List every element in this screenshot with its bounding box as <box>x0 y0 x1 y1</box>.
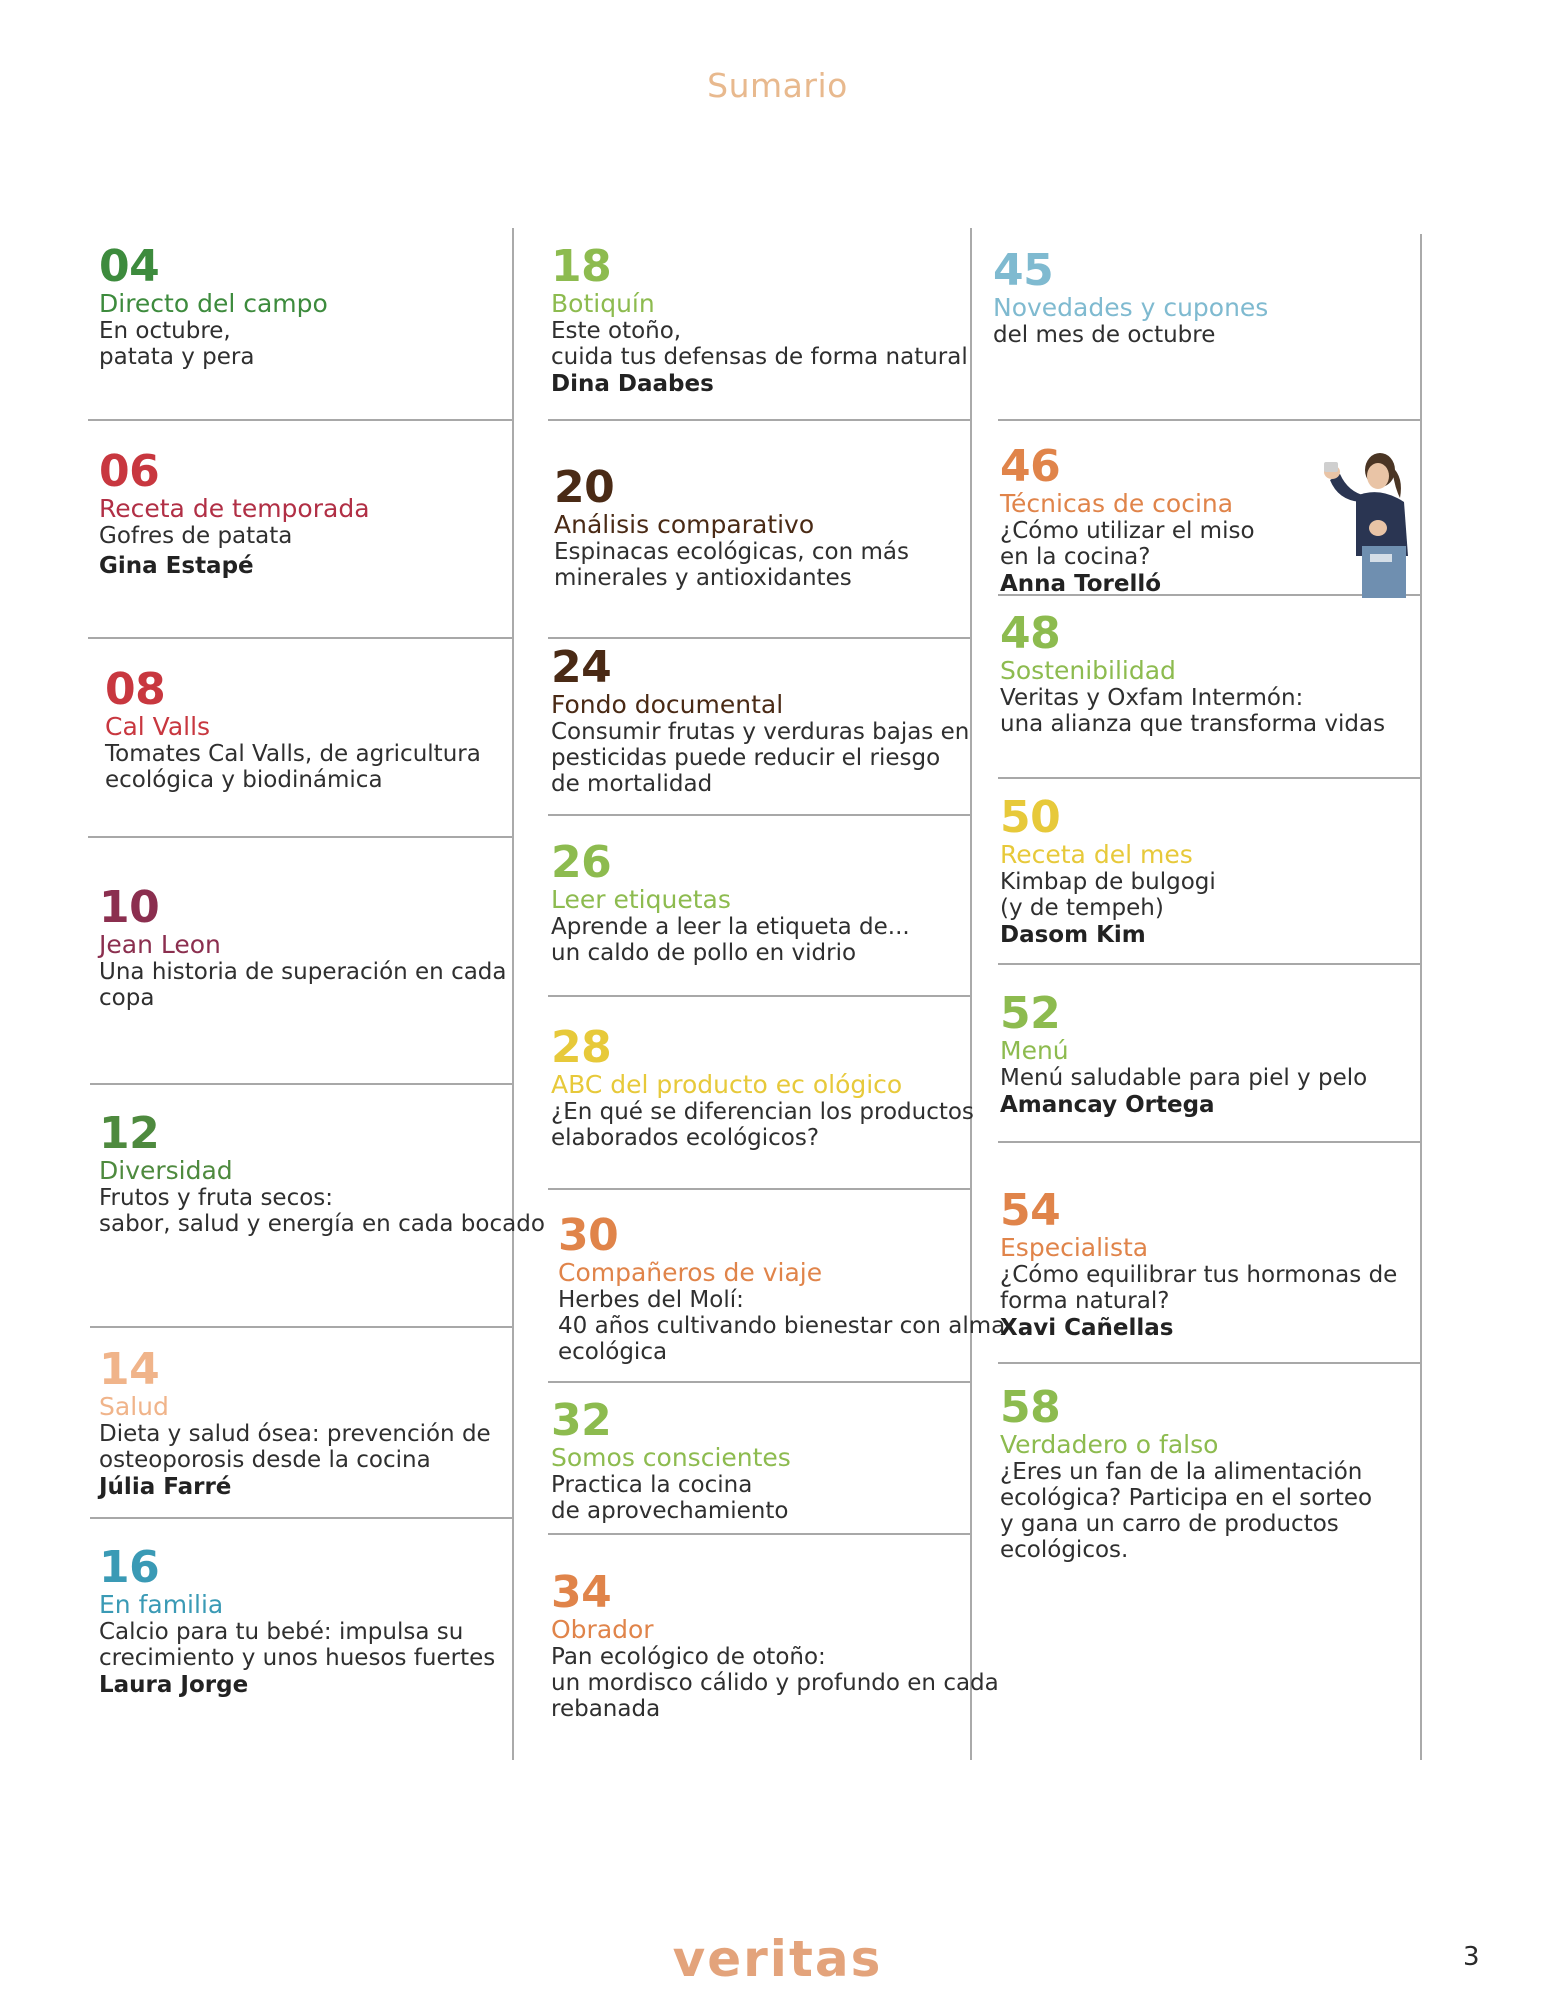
toc-entry[interactable] <box>551 1022 974 1151</box>
toc-entry[interactable] <box>1000 988 1368 1119</box>
row-divider <box>998 777 1420 779</box>
toc-entry[interactable] <box>99 1108 545 1237</box>
section-title: Fondo documental <box>551 690 784 719</box>
toc-entry[interactable] <box>99 241 328 370</box>
row-divider <box>548 419 970 421</box>
article-description: Este otoño, cuida tus defensas de forma natural <box>551 318 968 370</box>
article-description: Tomates Cal Valls, de agricultura ecológica y biodinámica <box>105 741 481 793</box>
author-name: Júlia Farré <box>99 1474 232 1500</box>
section-title: Menú <box>1000 1036 1069 1065</box>
toc-entry[interactable] <box>1000 792 1216 949</box>
section-title: Análisis comparativo <box>554 510 815 539</box>
page-number: 20 <box>554 462 615 513</box>
page-number: 28 <box>551 1022 612 1073</box>
article-description: ¿Eres un fan de la alimentación ecológica? Participa en el sorteo y gana un carro de productos ecológicos. <box>1000 1459 1373 1563</box>
toc-entry[interactable] <box>551 1395 791 1524</box>
page-number: 04 <box>99 241 160 292</box>
section-title: Obrador <box>551 1615 654 1644</box>
author-name: Dasom Kim <box>1000 922 1146 948</box>
article-description: ¿Cómo utilizar el miso en la cocina? <box>1000 518 1255 570</box>
article-description: Espinacas ecológicas, con más minerales y antioxidantes <box>554 539 909 591</box>
section-title: Leer etiquetas <box>551 885 731 914</box>
page-number: 24 <box>551 642 612 693</box>
section-title: Receta de temporada <box>99 494 370 523</box>
article-description: Aprende a leer la etiqueta de... un caldo de pollo en vidrio <box>551 914 910 966</box>
article-description: Consumir frutas y verduras bajas en pesticidas puede reducir el riesgo de mortalidad <box>551 719 970 797</box>
row-divider <box>998 1141 1420 1143</box>
toc-entry[interactable] <box>99 1344 491 1501</box>
author-name: Gina Estapé <box>99 553 254 579</box>
toc-entry[interactable] <box>99 446 370 580</box>
row-divider <box>90 1517 512 1519</box>
page-number: 18 <box>551 241 612 292</box>
section-title: Técnicas de cocina <box>1000 489 1234 518</box>
row-divider <box>548 995 970 997</box>
page-number: 52 <box>1000 988 1061 1039</box>
page-number: 45 <box>993 245 1054 296</box>
row-divider <box>548 1381 970 1383</box>
row-divider <box>88 637 512 639</box>
section-title: Sostenibilidad <box>1000 656 1176 685</box>
toc-entry[interactable] <box>99 882 507 1011</box>
article-description: Calcio para tu bebé: impulsa su crecimiento y unos huesos fuertes <box>99 1619 496 1671</box>
row-divider <box>548 637 970 639</box>
toc-entry[interactable] <box>1000 608 1386 737</box>
column-divider <box>512 228 514 1760</box>
chef-photo <box>1296 446 1418 598</box>
page-number: 14 <box>99 1344 160 1395</box>
toc-entry[interactable] <box>551 642 970 797</box>
row-divider <box>548 1188 970 1190</box>
article-description: Gofres de patata <box>99 523 293 549</box>
row-divider <box>548 1533 970 1535</box>
article-description: ¿En qué se diferencian los productos elaborados ecológicos? <box>551 1099 974 1151</box>
page-number: 34 <box>551 1567 612 1618</box>
toc-entry[interactable] <box>105 664 481 793</box>
section-title: Verdadero o falso <box>1000 1430 1219 1459</box>
page-number: 30 <box>558 1210 619 1261</box>
section-title: Directo del campo <box>99 289 328 318</box>
toc-entry[interactable] <box>1000 1382 1373 1563</box>
row-divider <box>88 836 512 838</box>
section-title: Novedades y cupones <box>993 293 1269 322</box>
row-divider <box>998 419 1420 421</box>
article-description: Veritas y Oxfam Intermón: una alianza que transforma vidas <box>1000 685 1386 737</box>
page-number: 46 <box>1000 441 1061 492</box>
page-title: Sumario <box>707 66 848 105</box>
column-divider <box>1420 234 1422 1760</box>
section-title: Diversidad <box>99 1156 233 1185</box>
article-description: Frutos y fruta secos: sabor, salud y energía en cada bocado <box>99 1185 545 1237</box>
page-number: 58 <box>1000 1382 1061 1433</box>
article-description: ¿Cómo equilibrar tus hormonas de forma natural? <box>1000 1262 1398 1314</box>
page-number-footer: 3 <box>1463 1942 1480 1972</box>
row-divider <box>90 1083 512 1085</box>
author-name: Anna Torelló <box>1000 571 1162 597</box>
author-name: Dina Daabes <box>551 371 714 397</box>
section-title: Salud <box>99 1392 169 1421</box>
article-description: Kimbap de bulgogi (y de tempeh) <box>1000 869 1216 921</box>
page-number: 10 <box>99 882 160 933</box>
row-divider <box>548 814 970 816</box>
article-description: Herbes del Molí: 40 años cultivando bienestar con alma ecológica <box>558 1287 1006 1365</box>
page-number: 16 <box>99 1542 160 1593</box>
section-title: Jean Leon <box>99 930 221 959</box>
row-divider <box>88 419 512 421</box>
article-description: Una historia de superación en cada copa <box>99 959 507 1011</box>
page-number: 06 <box>99 446 160 497</box>
section-title: Receta del mes <box>1000 840 1193 869</box>
row-divider <box>998 963 1420 965</box>
article-description: Pan ecológico de otoño: un mordisco cálido y profundo en cada rebanada <box>551 1644 999 1722</box>
toc-entry[interactable] <box>554 462 909 591</box>
page-number: 48 <box>1000 608 1061 659</box>
article-description: Practica la cocina de aprovechamiento <box>551 1472 789 1524</box>
section-title: Somos conscientes <box>551 1443 791 1472</box>
row-divider <box>998 1362 1420 1364</box>
article-description: Menú saludable para piel y pelo <box>1000 1065 1368 1091</box>
toc-entry[interactable] <box>551 837 910 966</box>
column-divider <box>970 228 972 1760</box>
toc-entry[interactable] <box>1000 1185 1398 1342</box>
toc-entry[interactable] <box>558 1210 1006 1365</box>
section-title: Compañeros de viaje <box>558 1258 823 1287</box>
author-name: Xavi Cañellas <box>1000 1315 1174 1341</box>
author-name: Laura Jorge <box>99 1672 249 1698</box>
article-description: del mes de octubre <box>993 322 1216 348</box>
toc-entry[interactable] <box>551 241 968 398</box>
page-number: 26 <box>551 837 612 888</box>
page-number: 54 <box>1000 1185 1061 1236</box>
section-title: ABC del producto ec ológico <box>551 1070 903 1099</box>
page-number: 08 <box>105 664 166 715</box>
page-number: 50 <box>1000 792 1061 843</box>
toc-entry[interactable] <box>1000 441 1255 598</box>
article-description: Dieta y salud ósea: prevención de osteoporosis desde la cocina <box>99 1421 491 1473</box>
section-title: Botiquín <box>551 289 655 318</box>
section-title: Especialista <box>1000 1233 1149 1262</box>
veritas-logo: veritas <box>672 1930 883 1982</box>
toc-entry[interactable] <box>99 1542 496 1699</box>
row-divider <box>90 1326 512 1328</box>
author-name: Amancay Ortega <box>1000 1092 1215 1118</box>
section-title: En familia <box>99 1590 224 1619</box>
page-number: 32 <box>551 1395 612 1446</box>
toc-entry[interactable] <box>993 245 1269 348</box>
article-description: En octubre, patata y pera <box>99 318 255 370</box>
toc-entry[interactable] <box>551 1567 999 1722</box>
page-number: 12 <box>99 1108 160 1159</box>
section-title: Cal Valls <box>105 712 211 741</box>
